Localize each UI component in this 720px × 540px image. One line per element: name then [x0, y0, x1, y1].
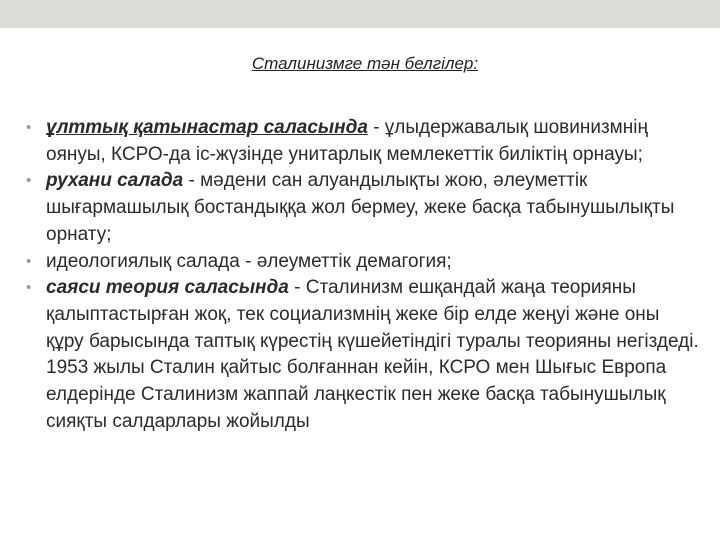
bullet-text: - мәдени сан алуандылықты жою, әлеуметтік шығармашылық бостандыққа жол бермеу, жеке басқа табынушылықты орнату; — [46, 170, 675, 245]
bullet-lead: рухани салада — [46, 170, 184, 192]
bullet-text: - ұлыдержавалық шовинизмнің оянуы, КСРО-да іс-жүзінде унитарлық мемлекеттік биліктің орнауы; — [46, 117, 648, 165]
bullet-icon: • — [26, 252, 32, 270]
list-item — [22, 249, 702, 276]
bullet-icon: • — [26, 279, 32, 297]
bullet-icon: • — [26, 119, 32, 136]
bullet-text: идеологиялық салада - әлеуметтік демагогия; — [46, 250, 452, 272]
top-band — [0, 0, 720, 28]
bullet-text: - Сталинизм ешқандай жаңа теорияны қалыптастырған жоқ, тек социализмнің жеке бір елде жеңуі және оны құру барысында таптық күрестің күшейетіндігі туралы теорияны негіздеді. 1953 жылы Сталин қайтыс болғаннан кейін, КСРО мен Шығыс Европа елдерінде Сталинизм жаппай лаңкестік пен жеке басқа табынушылық сияқты салдарлары жойылды — [46, 277, 699, 432]
list-item — [22, 115, 702, 168]
list-item — [22, 168, 702, 248]
list-item — [22, 275, 702, 435]
slide-title: Сталинизмге тән белгілер: — [251, 54, 479, 73]
bullet-lead: саяси теория саласында — [46, 277, 289, 299]
bullet-icon: • — [26, 172, 32, 190]
bullet-list — [22, 115, 702, 435]
bullet-lead: ұлттық қатынастар саласында — [46, 117, 368, 138]
